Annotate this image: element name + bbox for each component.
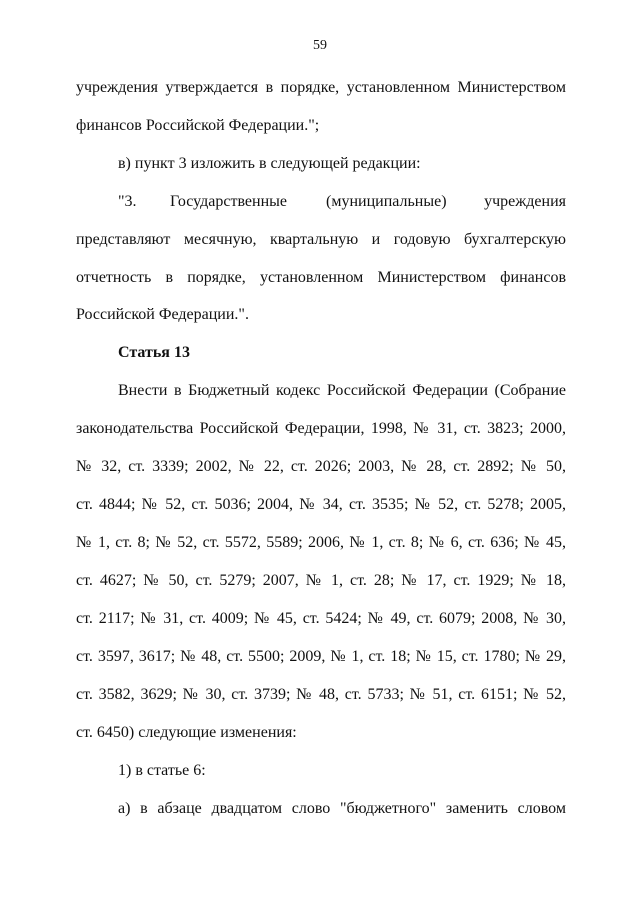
text-line: ст. 4627; № 50, ст. 5279; 2007, № 1, ст. 28; № 17, ст. 1929; № 18, bbox=[76, 572, 566, 589]
text-line: ст. 6450) следующие изменения: bbox=[76, 724, 297, 741]
quote-word: (муниципальные) bbox=[326, 193, 447, 210]
text-line: а) в абзаце двадцатом слово "бюджетного" заменить словом bbox=[118, 800, 566, 817]
text-line: законодательства Российской Федерации, 1998, № 31, ст. 3823; 2000, bbox=[76, 420, 566, 437]
text-line: № 32, ст. 3339; 2002, № 22, ст. 2026; 2003, № 28, ст. 2892; № 50, bbox=[76, 458, 566, 475]
text-line: Внести в Бюджетный кодекс Российской Федерации (Собрание bbox=[118, 382, 566, 399]
text-line: отчетность в порядке, установленном Министерством финансов bbox=[76, 269, 566, 286]
quote-word: учреждения bbox=[484, 193, 566, 210]
text-line: представляют месячную, квартальную и годовую бухгалтерскую bbox=[76, 231, 566, 248]
text-line: ст. 4844; № 52, ст. 5036; 2004, № 34, ст. 3535; № 52, ст. 5278; 2005, bbox=[76, 496, 566, 513]
text-line: ст. 3597, 3617; № 48, ст. 5500; 2009, № 1, ст. 18; № 15, ст. 1780; № 29, bbox=[76, 648, 566, 665]
quote-first-line bbox=[118, 192, 566, 212]
text-line: ст. 3582, 3629; № 30, ст. 3739; № 48, ст. 5733; № 51, ст. 6151; № 52, bbox=[76, 686, 566, 703]
text-line: № 1, ст. 8; № 52, ст. 5572, 5589; 2006, № 1, ст. 8; № 6, ст. 636; № 45, bbox=[76, 534, 566, 551]
article-heading: Статья 13 bbox=[118, 344, 190, 361]
text-line: в) пункт 3 изложить в следующей редакции: bbox=[118, 155, 421, 172]
text-line: Российской Федерации.". bbox=[76, 306, 249, 323]
text-line: учреждения утверждается в порядке, установленном Министерством bbox=[76, 79, 566, 96]
text-line: ст. 2117; № 31, ст. 4009; № 45, ст. 5424; № 49, ст. 6079; 2008, № 30, bbox=[76, 610, 566, 627]
text-line: финансов Российской Федерации."; bbox=[76, 117, 320, 134]
quote-number: "3. bbox=[118, 193, 137, 210]
page-number: 59 bbox=[313, 38, 327, 53]
quote-word: Государственные bbox=[170, 193, 287, 210]
text-line: 1) в статье 6: bbox=[118, 762, 206, 779]
